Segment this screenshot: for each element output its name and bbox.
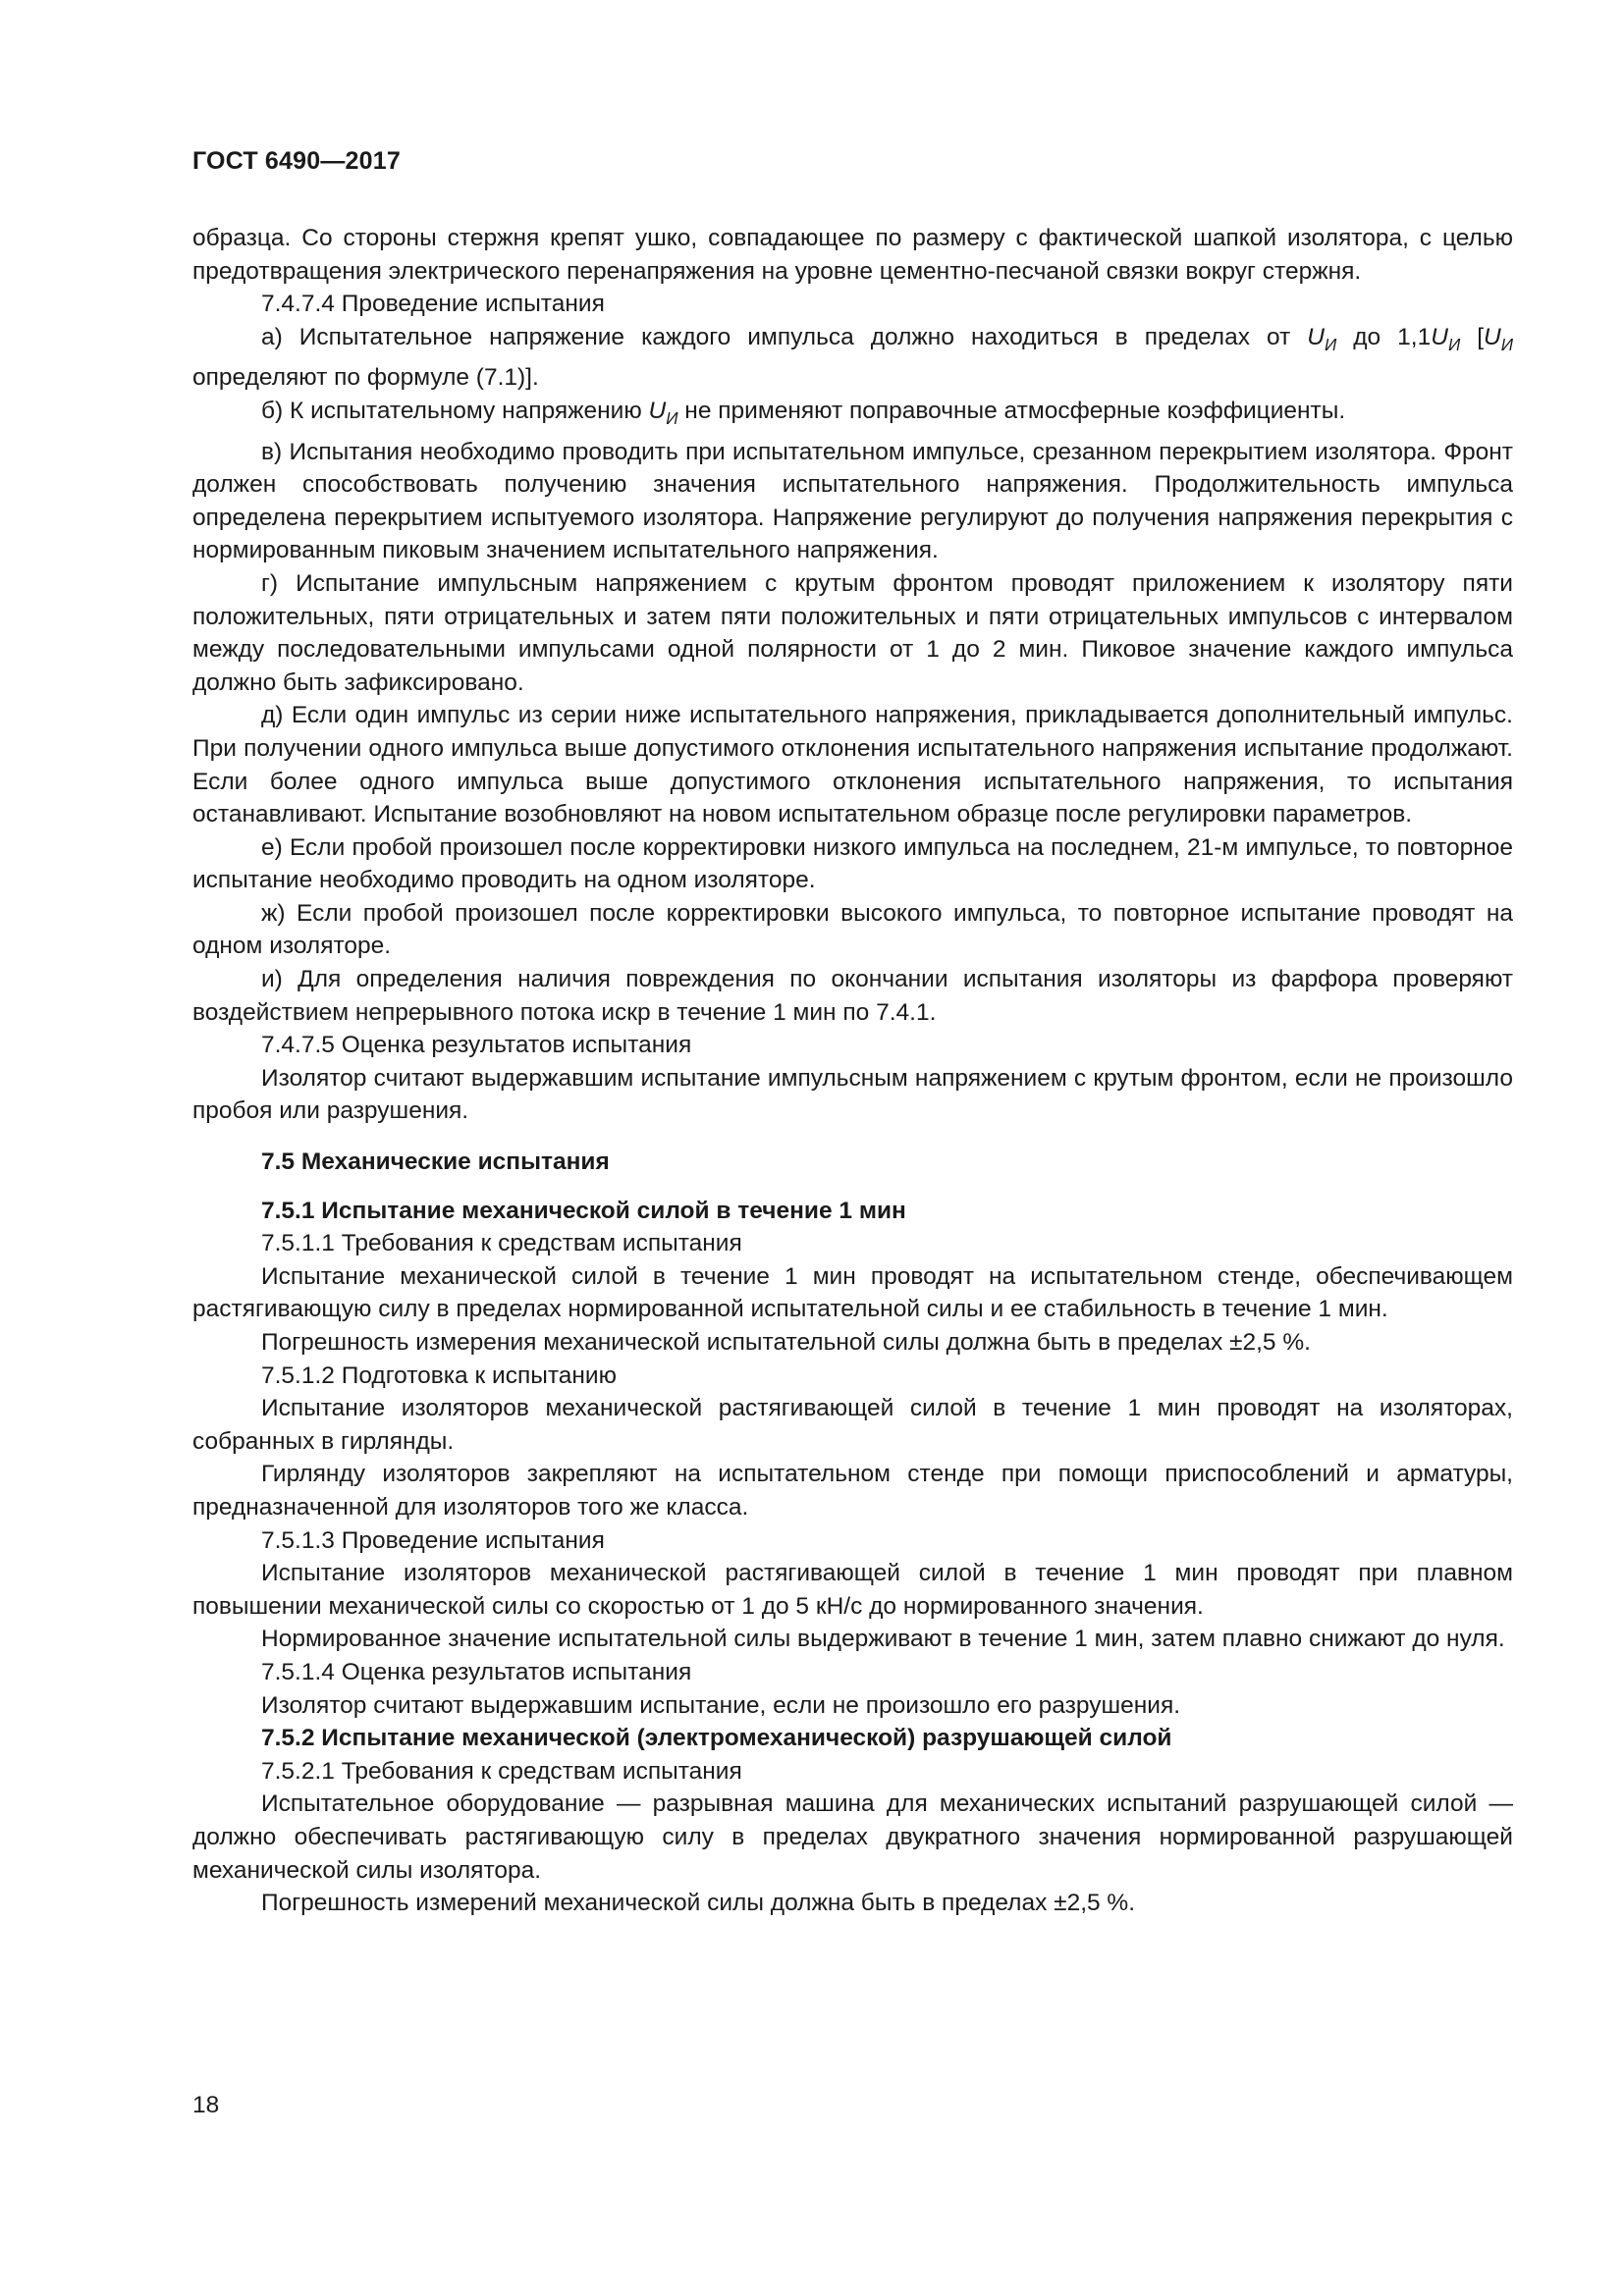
paragraph: Погрешность измерений механической силы должна быть в пределах ±2,5 %.	[261, 1890, 1136, 1917]
paragraph: Изолятор считают выдержавшим испытание импульсным напряжением с крутым фронтом, если не произошло пробоя или разрушения.	[192, 1064, 1513, 1125]
paragraph: Испытание изоляторов механической растягивающей силой в течение 1 мин проводят на изоляторах, собранных в гирлянды.	[192, 1395, 1513, 1455]
paragraph: Испытание механической силой в течение 1 мин проводят на испытательном стенде, обеспечивающем растягивающую силу в пределах нормированной испытательной силы и ее стабильность в течение 1 мин.	[192, 1262, 1513, 1323]
subsection-heading: 7.5.1.2 Подготовка к испытанию	[261, 1362, 617, 1389]
paragraph: Гирлянду изоляторов закрепляют на испытательном стенде при помощи приспособлений и арматуры, предназначенной для изоляторов того же класса.	[192, 1461, 1513, 1521]
list-item: б) К испытательному напряжению $U_И$ не применяют поправочные атмосферные коэффициенты.	[261, 397, 1346, 428]
list-item: г) Испытание импульсным напряжением с крутым фронтом проводят приложением к изолятору пяти положительных, пяти отрицательных и затем пяти положительных и пяти отрицательных импульсов с интервалом между последовательными импульсами одной полярности от 1 до 2 мин. Пиковое значение каждого импульса должно быть зафиксировано.	[192, 569, 1513, 696]
subsection-heading: 7.4.7.5 Оценка результатов испытания	[261, 1032, 692, 1059]
section-heading: 7.5 Механические испытания	[261, 1148, 610, 1176]
subsection-heading: 7.5.1 Испытание механической силой в течение 1 мин	[261, 1197, 906, 1224]
page-number: 18	[192, 2092, 220, 2118]
document-header: ГОСТ 6490—2017	[192, 147, 401, 175]
subsection-heading: 7.5.2 Испытание механической (электромеханической) разрушающей силой	[261, 1725, 1172, 1752]
subsection-heading: 7.5.1.4 Оценка результатов испытания	[261, 1658, 692, 1685]
paragraph: Испытательное оборудование — разрывная машина для механических испытаний разрушающей силой — должно обеспечивать растягивающую силу в пределах двукратного значения нормированной разрушающей механической силы изолятора.	[192, 1790, 1513, 1884]
paragraph: Испытание изоляторов механической растягивающей силой в течение 1 мин проводят при плавном повышении механической силы со скоростью от 1 до 5 кН/с до нормированного значения.	[192, 1560, 1513, 1620]
paragraph: Погрешность измерения механической испытательной силы должна быть в пределах ±2,5 %.	[261, 1329, 1311, 1356]
paragraph: Нормированное значение испытательной силы выдерживают в течение 1 мин, затем плавно снижают до нуля.	[261, 1626, 1505, 1653]
list-item: е) Если пробой произошел после корректировки низкого импульса на последнем, 21-м импульсе, то повторное испытание необходимо проводить на одном изоляторе.	[192, 833, 1513, 894]
list-item: в) Испытания необходимо проводить при испытательном импульсе, срезанном перекрытием изолятора. Фронт должен способствовать получению значения испытательного напряжения. Продолжительность импульса определена перекрытием испытуемого изолятора. Напряжение регулируют до получения напряжения перекрытия с нормированным пиковым значением испытательного напряжения.	[192, 438, 1513, 564]
paragraph: образца. Со стороны стержня крепят ушко, совпадающее по размеру с фактической шапкой изолятора, с целью предотвращения электрического перенапряжения на уровне цементно-песчаной связки вокруг стержня.	[192, 225, 1513, 285]
list-item: и) Для определения наличия повреждения по окончании испытания изоляторы из фарфора проверяют воздействием непрерывного потока искр в течение 1 мин по 7.4.1.	[192, 966, 1513, 1026]
subsection-heading: 7.5.1.3 Проведение испытания	[261, 1526, 605, 1554]
list-item: ж) Если пробой произошел после корректировки высокого импульса, то повторное испытание проводят на одном изоляторе.	[192, 899, 1513, 960]
subsection-heading: 7.5.1.1 Требования к средствам испытания	[261, 1230, 742, 1257]
subsection-heading: 7.5.2.1 Требования к средствам испытания	[261, 1757, 742, 1785]
paragraph: Изолятор считают выдержавшим испытание, если не произошло его разрушения.	[261, 1691, 1181, 1719]
document-body	[192, 222, 1513, 1920]
list-item: а) Испытательное напряжение каждого импульса должно находиться в пределах от $U_И$ до $1,1U_И$ [$U_И$ определяют по формуле (7.1)].	[192, 323, 1513, 392]
list-item: д) Если один импульс из серии ниже испытательного напряжения, прикладывается дополнительный импульс. При получении одного импульса выше допустимого отклонения испытательного напряжения испытание продолжают. Если более одного импульса выше допустимого отклонения испытательного напряжения, то испытания останавливают. Испытание возобновляют на новом испытательном образце после регулировки параметров.	[192, 702, 1513, 828]
subsection-heading: 7.4.7.4 Проведение испытания	[261, 291, 605, 318]
